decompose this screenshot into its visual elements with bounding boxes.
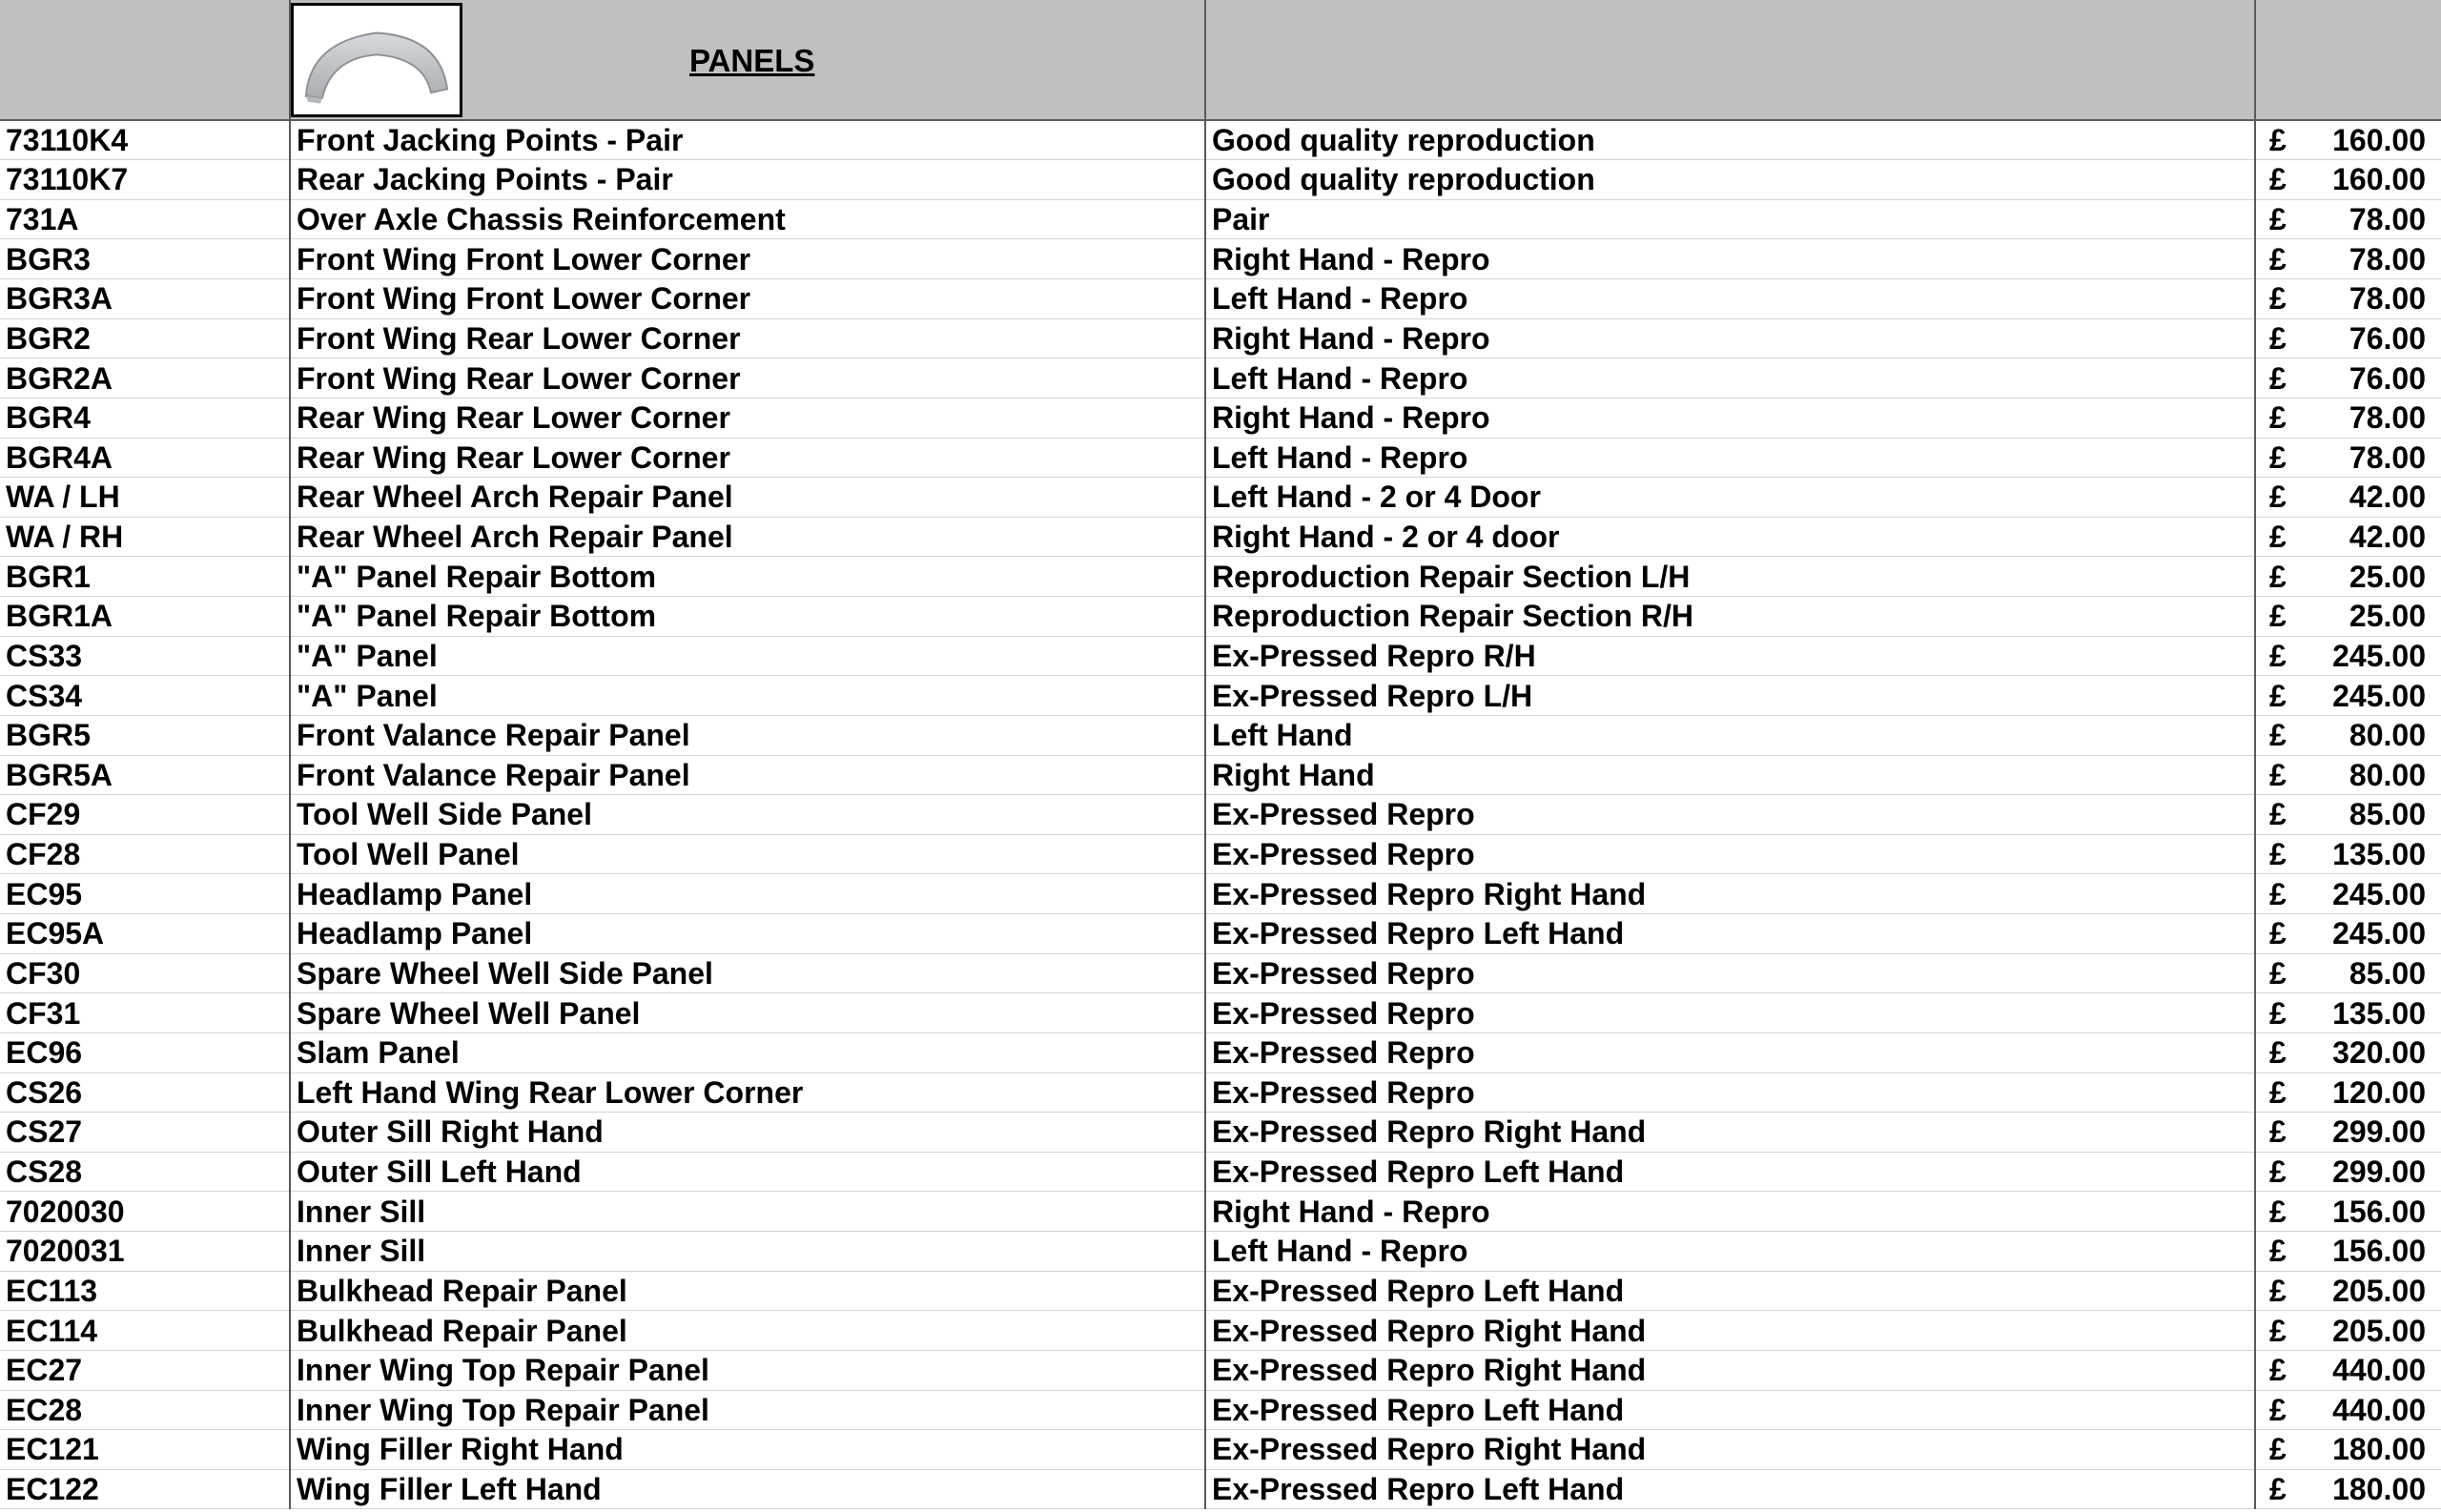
table-row [0, 715, 2441, 755]
currency-symbol: £ [2269, 1074, 2287, 1110]
table-row [0, 1232, 2441, 1272]
currency-symbol: £ [2269, 162, 2287, 197]
part-name-cell[interactable]: Left Hand Wing Rear Lower Corner [290, 1073, 1205, 1113]
price-cell[interactable] [2255, 160, 2441, 200]
price-value: 85.00 [2349, 797, 2426, 832]
table-row [0, 953, 2441, 993]
currency-symbol: £ [2269, 678, 2287, 713]
part-code-cell[interactable]: BGR4A [0, 438, 290, 478]
part-name-cell[interactable]: Slam Panel [290, 1032, 1205, 1073]
currency-symbol: £ [2269, 638, 2287, 673]
table-row [0, 1390, 2441, 1430]
price-cell[interactable] [2255, 1032, 2441, 1073]
currency-symbol: £ [2269, 439, 2287, 475]
part-name-cell[interactable]: Inner Wing Top Repair Panel [290, 1350, 1205, 1390]
part-description-cell[interactable]: Right Hand - Repro [1205, 1192, 2255, 1232]
price-value: 76.00 [2349, 320, 2426, 356]
table-row [0, 755, 2441, 795]
part-name-cell[interactable]: Outer Sill Right Hand [290, 1113, 1205, 1153]
table-row [0, 557, 2441, 597]
table-row [0, 914, 2441, 954]
part-description-cell[interactable]: Ex-Pressed Repro [1205, 953, 2255, 993]
part-name-cell[interactable]: Front Valance Repair Panel [290, 715, 1205, 755]
part-description-cell[interactable]: Ex-Pressed Repro Right Hand [1205, 874, 2255, 914]
part-code-cell[interactable]: CF31 [0, 993, 290, 1033]
price-cell[interactable] [2255, 636, 2441, 676]
price-cell[interactable] [2255, 318, 2441, 358]
price-value: 245.00 [2332, 916, 2426, 951]
part-description-cell[interactable]: Right Hand - 2 or 4 door [1205, 517, 2255, 557]
currency-symbol: £ [2269, 955, 2287, 991]
price-cell[interactable] [2255, 1350, 2441, 1390]
table-row [0, 874, 2441, 914]
part-description-cell[interactable]: Good quality reproduction [1205, 120, 2255, 160]
price-cell[interactable] [2255, 1113, 2441, 1153]
part-description-cell[interactable]: Good quality reproduction [1205, 160, 2255, 200]
currency-symbol: £ [2269, 995, 2287, 1031]
part-code-cell[interactable]: 7020031 [0, 1232, 290, 1272]
header-cell-description[interactable] [1205, 0, 2255, 120]
currency-symbol: £ [2269, 1273, 2287, 1308]
table-row [0, 318, 2441, 358]
part-code-cell[interactable]: 7020030 [0, 1192, 290, 1232]
part-name-cell[interactable]: Over Axle Chassis Reinforcement [290, 199, 1205, 239]
price-cell[interactable] [2255, 1469, 2441, 1509]
table-row [0, 478, 2441, 518]
part-name-cell[interactable]: Rear Wheel Arch Repair Panel [290, 478, 1205, 518]
price-cell[interactable] [2255, 517, 2441, 557]
price-value: 25.00 [2349, 599, 2426, 634]
part-code-cell[interactable]: CS26 [0, 1073, 290, 1113]
price-value: 78.00 [2349, 400, 2426, 436]
price-value: 320.00 [2332, 1035, 2426, 1071]
part-description-cell[interactable]: Right Hand - Repro [1205, 239, 2255, 279]
part-code-cell[interactable]: BGR1 [0, 557, 290, 597]
part-name-cell[interactable]: Front Wing Rear Lower Corner [290, 318, 1205, 358]
table-row [0, 676, 2441, 716]
part-name-cell[interactable]: Spare Wheel Well Side Panel [290, 953, 1205, 993]
price-value: 245.00 [2332, 876, 2426, 911]
part-name-cell[interactable]: Outer Sill Left Hand [290, 1152, 1205, 1192]
part-name-cell[interactable]: Bulkhead Repair Panel [290, 1311, 1205, 1351]
price-cell[interactable] [2255, 755, 2441, 795]
part-name-cell[interactable]: Front Wing Front Lower Corner [290, 279, 1205, 319]
part-name-cell[interactable]: Tool Well Side Panel [290, 795, 1205, 835]
price-cell[interactable] [2255, 120, 2441, 160]
part-code-cell[interactable]: BGR1A [0, 597, 290, 637]
price-cell[interactable] [2255, 1390, 2441, 1430]
currency-symbol: £ [2269, 757, 2287, 792]
part-code-cell[interactable]: BGR5 [0, 715, 290, 755]
currency-symbol: £ [2269, 599, 2287, 634]
currency-symbol: £ [2269, 1035, 2287, 1071]
currency-symbol: £ [2269, 1432, 2287, 1467]
part-code-cell[interactable]: EC95 [0, 874, 290, 914]
price-value: 440.00 [2332, 1353, 2426, 1388]
part-code-cell[interactable]: EC122 [0, 1469, 290, 1509]
part-code-cell[interactable]: BGR5A [0, 755, 290, 795]
part-code-cell[interactable]: EC121 [0, 1430, 290, 1470]
table-row [0, 279, 2441, 319]
table-row [0, 239, 2441, 279]
part-code-cell[interactable]: CF30 [0, 953, 290, 993]
part-description-cell[interactable]: Right Hand [1205, 755, 2255, 795]
table-row [0, 1311, 2441, 1351]
part-description-cell[interactable]: Ex-Pressed Repro [1205, 834, 2255, 874]
price-cell[interactable] [2255, 478, 2441, 518]
price-cell[interactable] [2255, 279, 2441, 319]
currency-symbol: £ [2269, 123, 2287, 158]
currency-symbol: £ [2269, 281, 2287, 317]
part-description-cell[interactable]: Reproduction Repair Section R/H [1205, 597, 2255, 637]
price-value: 78.00 [2349, 241, 2426, 276]
currency-symbol: £ [2269, 559, 2287, 594]
panels-title: PANELS [689, 42, 815, 78]
price-value: 156.00 [2332, 1234, 2426, 1269]
part-name-cell[interactable]: Rear Wing Rear Lower Corner [290, 438, 1205, 478]
price-value: 135.00 [2332, 837, 2426, 872]
part-description-cell[interactable]: Reproduction Repair Section L/H [1205, 557, 2255, 597]
currency-symbol: £ [2269, 1234, 2287, 1269]
price-value: 299.00 [2332, 1114, 2426, 1150]
table-row [0, 160, 2441, 200]
currency-symbol: £ [2269, 1313, 2287, 1348]
currency-symbol: £ [2269, 1194, 2287, 1229]
part-name-cell[interactable]: Inner Sill [290, 1192, 1205, 1232]
part-description-cell[interactable]: Ex-Pressed Repro Left Hand [1205, 1390, 2255, 1430]
table-row [0, 120, 2441, 160]
price-cell[interactable] [2255, 715, 2441, 755]
part-code-cell[interactable]: 73110K4 [0, 120, 290, 160]
header-cell-code[interactable] [0, 0, 290, 120]
part-code-cell[interactable]: BGR4 [0, 398, 290, 438]
price-cell[interactable] [2255, 834, 2441, 874]
part-description-cell[interactable]: Ex-Pressed Repro [1205, 1073, 2255, 1113]
part-code-cell[interactable]: 73110K7 [0, 160, 290, 200]
currency-symbol: £ [2269, 241, 2287, 276]
currency-symbol: £ [2269, 876, 2287, 911]
part-code-cell[interactable]: EC95A [0, 914, 290, 954]
price-value: 205.00 [2332, 1273, 2426, 1308]
currency-symbol: £ [2269, 1392, 2287, 1427]
part-code-cell[interactable]: BGR2A [0, 358, 290, 398]
part-description-cell[interactable]: Left Hand - Repro [1205, 1232, 2255, 1272]
price-cell[interactable] [2255, 1192, 2441, 1232]
table-row [0, 597, 2441, 637]
price-value: 205.00 [2332, 1313, 2426, 1348]
part-code-cell[interactable]: BGR2 [0, 318, 290, 358]
part-name-cell[interactable]: Wing Filler Right Hand [290, 1430, 1205, 1470]
price-value: 135.00 [2332, 995, 2426, 1031]
currency-symbol: £ [2269, 480, 2287, 515]
price-cell[interactable] [2255, 795, 2441, 835]
part-description-cell[interactable]: Right Hand - Repro [1205, 318, 2255, 358]
part-code-cell[interactable]: EC113 [0, 1271, 290, 1311]
table-row [0, 993, 2441, 1033]
price-value: 78.00 [2349, 202, 2426, 237]
part-description-cell[interactable]: Ex-Pressed Repro Left Hand [1205, 914, 2255, 954]
part-name-cell[interactable]: Inner Sill [290, 1232, 1205, 1272]
part-code-cell[interactable]: BGR3A [0, 279, 290, 319]
header-cell-price[interactable] [2255, 0, 2441, 120]
part-name-cell[interactable]: "A" Panel Repair Bottom [290, 557, 1205, 597]
part-code-cell[interactable]: 731A [0, 199, 290, 239]
table-row [0, 358, 2441, 398]
part-code-cell[interactable]: CS27 [0, 1113, 290, 1153]
price-cell[interactable] [2255, 1430, 2441, 1470]
price-value: 180.00 [2332, 1432, 2426, 1467]
part-code-cell[interactable]: CF29 [0, 795, 290, 835]
header-cell-part[interactable] [290, 0, 1205, 120]
part-code-cell[interactable]: CS34 [0, 676, 290, 716]
table-row [0, 1032, 2441, 1073]
part-description-cell[interactable]: Left Hand - Repro [1205, 279, 2255, 319]
part-description-cell[interactable]: Ex-Pressed Repro [1205, 795, 2255, 835]
part-description-cell[interactable]: Ex-Pressed Repro Right Hand [1205, 1311, 2255, 1351]
part-name-cell[interactable]: Bulkhead Repair Panel [290, 1271, 1205, 1311]
header-row [0, 0, 2441, 120]
price-cell[interactable] [2255, 199, 2441, 239]
part-code-cell[interactable]: WA / RH [0, 517, 290, 557]
price-cell[interactable] [2255, 1232, 2441, 1272]
currency-symbol: £ [2269, 400, 2287, 436]
currency-symbol: £ [2269, 916, 2287, 951]
price-cell[interactable] [2255, 239, 2441, 279]
part-name-cell[interactable]: Inner Wing Top Repair Panel [290, 1390, 1205, 1430]
price-cell[interactable] [2255, 438, 2441, 478]
price-cell[interactable] [2255, 1271, 2441, 1311]
table-row [0, 1469, 2441, 1509]
part-description-cell[interactable]: Left Hand [1205, 715, 2255, 755]
table-row [0, 517, 2441, 557]
table-row [0, 1430, 2441, 1470]
price-cell[interactable] [2255, 1073, 2441, 1113]
part-name-cell[interactable]: Rear Wing Rear Lower Corner [290, 398, 1205, 438]
price-value: 160.00 [2332, 123, 2426, 158]
part-description-cell[interactable]: Ex-Pressed Repro [1205, 1032, 2255, 1073]
price-value: 76.00 [2349, 360, 2426, 396]
table-row [0, 1271, 2441, 1311]
price-cell[interactable] [2255, 557, 2441, 597]
part-code-cell[interactable]: EC27 [0, 1350, 290, 1390]
price-value: 160.00 [2332, 162, 2426, 197]
table-row [0, 438, 2441, 478]
part-name-cell[interactable]: Headlamp Panel [290, 874, 1205, 914]
part-name-cell[interactable]: "A" Panel [290, 636, 1205, 676]
part-name-cell[interactable]: "A" Panel Repair Bottom [290, 597, 1205, 637]
part-description-cell[interactable]: Ex-Pressed Repro Right Hand [1205, 1350, 2255, 1390]
price-cell[interactable] [2255, 914, 2441, 954]
price-cell[interactable] [2255, 953, 2441, 993]
table-row [0, 834, 2441, 874]
price-cell[interactable] [2255, 874, 2441, 914]
table-row [0, 1350, 2441, 1390]
price-value: 156.00 [2332, 1194, 2426, 1229]
currency-symbol: £ [2269, 202, 2287, 237]
part-description-cell[interactable]: Ex-Pressed Repro Left Hand [1205, 1271, 2255, 1311]
price-value: 440.00 [2332, 1392, 2426, 1427]
part-code-cell[interactable]: CF28 [0, 834, 290, 874]
part-description-cell[interactable]: Left Hand - Repro [1205, 438, 2255, 478]
price-value: 25.00 [2349, 559, 2426, 594]
currency-symbol: £ [2269, 1472, 2287, 1507]
part-description-cell[interactable]: Pair [1205, 199, 2255, 239]
part-name-cell[interactable]: Wing Filler Left Hand [290, 1469, 1205, 1509]
price-cell[interactable] [2255, 993, 2441, 1033]
price-value: 78.00 [2349, 281, 2426, 317]
part-description-cell[interactable]: Right Hand - Repro [1205, 398, 2255, 438]
table-row [0, 199, 2441, 239]
price-cell[interactable] [2255, 676, 2441, 716]
currency-symbol: £ [2269, 520, 2287, 555]
currency-symbol: £ [2269, 360, 2287, 396]
part-code-cell[interactable]: CS33 [0, 636, 290, 676]
part-description-cell[interactable]: Ex-Pressed Repro Left Hand [1205, 1152, 2255, 1192]
part-name-cell[interactable]: Front Wing Front Lower Corner [290, 239, 1205, 279]
price-value: 42.00 [2349, 520, 2426, 555]
price-value: 85.00 [2349, 955, 2426, 991]
wheel-arch-panel-image [294, 6, 460, 114]
currency-symbol: £ [2269, 1154, 2287, 1190]
part-code-cell[interactable]: EC28 [0, 1390, 290, 1430]
price-cell[interactable] [2255, 1152, 2441, 1192]
wheel-arch-panel-icon [291, 3, 462, 117]
part-code-cell[interactable]: CS28 [0, 1152, 290, 1192]
currency-symbol: £ [2269, 1114, 2287, 1150]
part-code-cell[interactable]: BGR3 [0, 239, 290, 279]
part-name-cell[interactable]: Front Valance Repair Panel [290, 755, 1205, 795]
price-cell[interactable] [2255, 597, 2441, 637]
currency-symbol: £ [2269, 718, 2287, 753]
part-name-cell[interactable]: Front Jacking Points - Pair [290, 120, 1205, 160]
price-value: 80.00 [2349, 757, 2426, 792]
price-value: 42.00 [2349, 480, 2426, 515]
price-value: 180.00 [2332, 1472, 2426, 1507]
part-name-cell[interactable]: Tool Well Panel [290, 834, 1205, 874]
price-cell[interactable] [2255, 358, 2441, 398]
part-description-cell[interactable]: Ex-Pressed Repro L/H [1205, 676, 2255, 716]
table-row [0, 1192, 2441, 1232]
table-row [0, 795, 2441, 835]
table-row [0, 1152, 2441, 1192]
part-code-cell[interactable]: WA / LH [0, 478, 290, 518]
part-name-cell[interactable]: Rear Wheel Arch Repair Panel [290, 517, 1205, 557]
part-description-cell[interactable]: Ex-Pressed Repro Right Hand [1205, 1113, 2255, 1153]
part-description-cell[interactable]: Ex-Pressed Repro Right Hand [1205, 1430, 2255, 1470]
currency-symbol: £ [2269, 797, 2287, 832]
price-value: 78.00 [2349, 439, 2426, 475]
part-description-cell[interactable]: Left Hand - Repro [1205, 358, 2255, 398]
price-cell[interactable] [2255, 1311, 2441, 1351]
part-name-cell[interactable]: Rear Jacking Points - Pair [290, 160, 1205, 200]
price-value: 245.00 [2332, 678, 2426, 713]
price-value: 80.00 [2349, 718, 2426, 753]
table-row [0, 1073, 2441, 1113]
part-name-cell[interactable]: Front Wing Rear Lower Corner [290, 358, 1205, 398]
part-description-cell[interactable]: Ex-Pressed Repro R/H [1205, 636, 2255, 676]
part-name-cell[interactable]: Headlamp Panel [290, 914, 1205, 954]
part-code-cell[interactable]: EC96 [0, 1032, 290, 1073]
table-row [0, 398, 2441, 438]
table-row [0, 636, 2441, 676]
part-description-cell[interactable]: Ex-Pressed Repro Left Hand [1205, 1469, 2255, 1509]
table-row [0, 1113, 2441, 1153]
part-name-cell[interactable]: Spare Wheel Well Panel [290, 993, 1205, 1033]
price-value: 299.00 [2332, 1154, 2426, 1190]
part-description-cell[interactable]: Left Hand - 2 or 4 Door [1205, 478, 2255, 518]
currency-symbol: £ [2269, 320, 2287, 356]
part-code-cell[interactable]: EC114 [0, 1311, 290, 1351]
price-value: 120.00 [2332, 1074, 2426, 1110]
currency-symbol: £ [2269, 1353, 2287, 1388]
part-name-cell[interactable]: "A" Panel [290, 676, 1205, 716]
price-value: 245.00 [2332, 638, 2426, 673]
part-description-cell[interactable]: Ex-Pressed Repro [1205, 993, 2255, 1033]
currency-symbol: £ [2269, 837, 2287, 872]
price-cell[interactable] [2255, 398, 2441, 438]
